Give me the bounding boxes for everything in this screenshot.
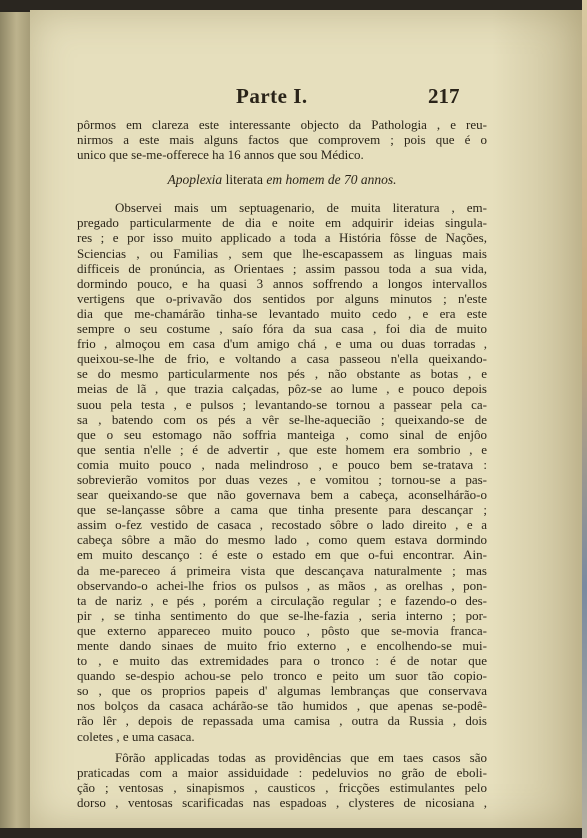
text-block [77, 117, 487, 810]
text-line: dormindo pouco, e ha quasi 3 annos soffrendo a longos intervallos [77, 275, 487, 291]
text-line: ção ; ventosas , sinapismos , causticos , fricções estimulantes pelo [77, 779, 487, 795]
text-line: frio , almoçou em casa d'um amigo chá , e uma ou duas torradas , [77, 336, 487, 352]
text-line: da me-pareceo á primeira vista que descançava naturalmente ; mas [77, 562, 487, 578]
page-stain [492, 10, 582, 828]
text-line: praticadas com a maior assiduidade : pedeluvios no grão de eboli- [77, 764, 487, 780]
text-line: sa , batendo com os pés a vêr se-lhe-aquecião ; queixando-se de [77, 411, 487, 427]
text-line: pôrmos em clareza este interessante objecto da Pathologia , e reu- [77, 117, 487, 132]
text-line: dia que me-chamárão tinha-se levantado muito cedo , e era este [77, 305, 487, 321]
text-line: suou pela testa , e pulsos ; levantando-se tornou a passear pela ca- [77, 396, 487, 412]
text-line: unico que se-me-offerece ha 16 annos que sou Médico. [77, 147, 364, 163]
page-number: 217 [428, 84, 460, 108]
paragraph-2 [77, 750, 487, 810]
text-line: cabeça sôbre a mão do mesmo lado , como quem estava dormindo [77, 532, 487, 548]
text-line: res ; e por isso muito applicado a toda a História fôsse de Nações, [77, 230, 487, 246]
text-line: queixou-se-lhe de frio, e voltando a casa passeou n'ella queixando- [77, 351, 487, 367]
text-line: Observei mais um septuagenario, de muita literatura , em- [115, 200, 487, 216]
section-heading-roman: literata [222, 172, 267, 188]
text-line: difficeis de pronúncia, as Orientaes ; assim passou toda a sua vida, [77, 260, 487, 276]
text-line: sempre o seu costume , saío fóra da sua casa , foi dia de muito [77, 321, 487, 337]
text-line: que sentia n'elle ; é de advertir , que este homem era sombrio , e [77, 441, 487, 457]
section-heading-italic-1: Apoplexia [167, 172, 223, 188]
text-line: comia muito pouco , nada melindroso , e pouco bem se-tratava : [77, 456, 487, 472]
text-line: mente dando sinaes de muito frio externo , e encolhendo-se mui- [77, 638, 487, 653]
text-line: quando se-despio achou-se pelo tronco e peito um suor tão copio- [77, 668, 487, 684]
text-line: observando-o achei-lhe frios os pulsos , as mãos , as orelhas , pon- [77, 577, 487, 593]
left-page-edge [0, 12, 31, 828]
text-line: sobrevierão vomitos por duas vezes , e vomitou ; tornou-se a pas- [77, 471, 487, 487]
paragraph-1 [77, 200, 487, 743]
scan-color-bar [582, 0, 587, 838]
text-line: meias de lã , que trazia calçadas, pôz-se ao lume , e pouco depois [77, 381, 487, 397]
running-head [30, 84, 582, 112]
text-line: nirmos a este mais alguns factos que comprovem ; pois que é o [77, 132, 487, 148]
text-line: nos bolços da casaca achárão-se tão humidos , que apenas se-podê- [77, 698, 487, 714]
text-line: to , e muito das extremidades para o tronco : é de notar que [77, 653, 487, 669]
text-line: que se-lançasse sôbre a cama que tinha presente para descançar ; [77, 502, 487, 518]
text-line: se do mesmo particularmente nos pés , não obstante as botas , e [77, 366, 487, 382]
text-line: assim o-fez vestido de casaca , recostado sôbre o lado direito , e a [77, 517, 487, 533]
text-line: que o seu estomago não soffria manteiga , como sinal de enjôo [77, 426, 487, 442]
text-line: coletes , e uma casaca. [77, 728, 195, 744]
section-heading-italic-2: em homem de 70 annos. [266, 172, 397, 188]
text-line: so , que os proprios papeis d' algumas lembranças que conservava [77, 683, 487, 699]
book-page [30, 10, 582, 828]
text-line: ta de nariz , e pés , porém a circulação regular ; e fazendo-o des- [77, 592, 487, 608]
running-title: Parte I. [236, 84, 308, 108]
text-line: em muito descanço : é este o estado em que o-fui encontrar. Ain- [77, 547, 487, 563]
text-line: vertigens que o-privavão dos sentidos por alguns minutos ; n'este [77, 290, 487, 306]
text-line: Sciencias , ou Familias , sem que lhe-escapassem as linguas mais [77, 245, 487, 261]
section-heading [77, 172, 487, 188]
text-line: pregado particularmente de dia e noite em adquirir ideias singula- [77, 215, 487, 231]
text-line: pir , se tinha sentimento do que se-lhe-fazia , seria interno ; por- [77, 607, 487, 623]
text-line: que externo appareceo muito pouco , pôsto que se-movia franca- [77, 622, 487, 638]
text-line: Fôrão applicadas todas as providências que em taes casos são [115, 749, 487, 765]
text-line: rão lêr , depois de repassada uma camisa , outra da Russia , dois [77, 713, 487, 729]
text-line: dorso , ventosas scarificadas nas espadoas , clysteres de nicosiana , [77, 794, 487, 810]
intro-paragraph [77, 117, 487, 162]
text-line: sear queixando-se que não governava bem a cabeça, aconselhárão-o [77, 487, 487, 503]
